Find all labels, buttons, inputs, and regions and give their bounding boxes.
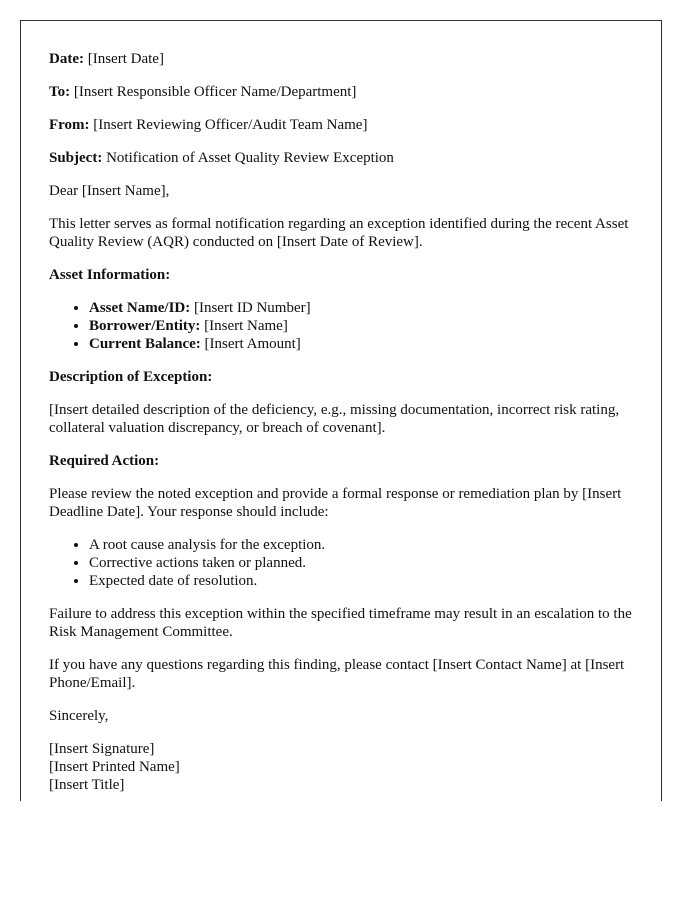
to-value: [Insert Responsible Officer Name/Department] [73, 84, 357, 100]
closing: Sincerely, [49, 708, 109, 724]
asset-info-item [89, 335, 633, 353]
asset-info-list [49, 299, 633, 353]
intro-paragraph: This letter serves as formal notification regarding an exception identified during the recent Asset Quality Review (AQR) conducted on [Insert Date of Review]. [49, 216, 629, 250]
letter-viewport [20, 20, 662, 801]
required-action-heading [49, 452, 633, 470]
exception-heading-text: Description of Exception: [49, 369, 213, 385]
from-line [49, 116, 633, 134]
to-label: To: [49, 84, 71, 100]
required-action-item: • Corrective actions taken or planned. [89, 554, 633, 572]
required-action-text: Please review the noted exception and provide a formal response or remediation plan by [Insert Deadline Date]. Your response should include: [49, 486, 622, 520]
date-label: Date: [49, 51, 84, 67]
asset-info-value: [Insert Name] [204, 318, 288, 334]
subject-line [49, 149, 633, 167]
exception-description: [Insert detailed description of the deficiency, e.g., missing documentation, incorrect risk rating, collateral valuation discrepancy, or breach of covenant]. [49, 402, 620, 436]
title-line: [Insert Title] [49, 777, 125, 793]
to-line [49, 83, 633, 101]
asset-info-heading-text: Asset Information: [49, 267, 171, 283]
asset-info-heading [49, 266, 633, 284]
asset-info-value: [Insert Amount] [204, 336, 301, 352]
required-action-list [49, 536, 633, 590]
asset-info-label: Asset Name/ID: [89, 300, 191, 316]
subject-value: Notification of Asset Quality Review Exception [106, 150, 394, 166]
printed-name-line: [Insert Printed Name] [49, 759, 180, 775]
asset-info-label: Borrower/Entity: [89, 318, 201, 334]
signature-block [49, 740, 633, 794]
required-action-heading-text: Required Action: [49, 453, 160, 469]
letter-document [20, 20, 662, 801]
from-value: [Insert Reviewing Officer/Audit Team Name] [93, 117, 368, 133]
required-action-item: • Expected date of resolution. [89, 572, 633, 590]
required-action-item: • A root cause analysis for the exception. [89, 536, 633, 554]
contact-paragraph: If you have any questions regarding this finding, please contact [Insert Contact Name] at [Insert Phone/Email]. [49, 657, 625, 691]
date-line [49, 50, 633, 68]
asset-info-item [89, 299, 633, 317]
escalation-paragraph: Failure to address this exception within the specified timeframe may result in an escalation to the Risk Management Committee. [49, 606, 632, 640]
exception-heading [49, 368, 633, 386]
asset-info-value: [Insert ID Number] [193, 300, 311, 316]
subject-label: Subject: [49, 150, 103, 166]
asset-info-item [89, 317, 633, 335]
signature-line: [Insert Signature] [49, 741, 155, 757]
date-value: [Insert Date] [87, 51, 164, 67]
from-label: From: [49, 117, 90, 133]
salutation: Dear [Insert Name], [49, 183, 170, 199]
asset-info-label: Current Balance: [89, 336, 201, 352]
